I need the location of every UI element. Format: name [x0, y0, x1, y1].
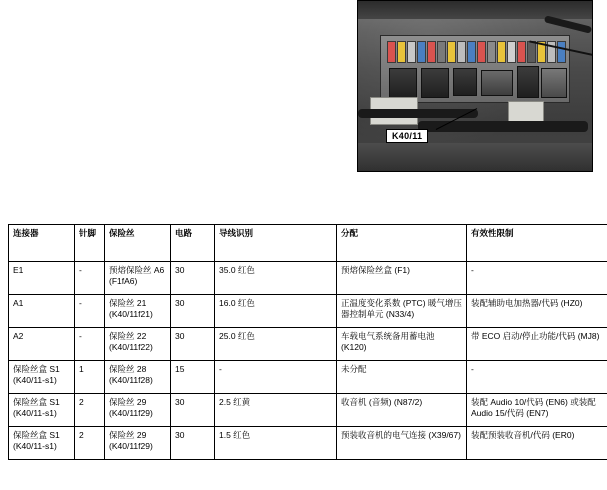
- cell-wire: -: [215, 361, 337, 394]
- cell-assignment: 预装收音机的电气连接 (X39/67): [337, 427, 467, 460]
- cell-connector: E1: [9, 262, 75, 295]
- cell-pin: 2: [75, 394, 105, 427]
- cell-fuse: 保险丝 29 (K40/11f29): [105, 394, 171, 427]
- cell-validity: 装配辅助电加热器/代码 (HZ0): [467, 295, 607, 328]
- cell-connector: 保险丝盒 S1 (K40/11-s1): [9, 394, 75, 427]
- fuse-slot: [387, 41, 396, 63]
- fuse-slot: [427, 41, 436, 63]
- cell-pin: -: [75, 262, 105, 295]
- cell-connector: 保险丝盒 S1 (K40/11-s1): [9, 427, 75, 460]
- fuse-slot: [437, 41, 446, 63]
- column-header-assignment: 分配: [337, 225, 467, 262]
- wiring-harness: [418, 121, 588, 132]
- photo-top-shadow: [358, 1, 592, 19]
- cell-pin: -: [75, 295, 105, 328]
- column-header-pin: 针脚: [75, 225, 105, 262]
- relay: [541, 68, 567, 98]
- photo-background: [358, 1, 592, 171]
- cell-circuit: 30: [171, 427, 215, 460]
- relay: [389, 68, 417, 98]
- table-row: [9, 361, 607, 394]
- table-row: [9, 394, 607, 427]
- cell-fuse: 保险丝 22 (K40/11f22): [105, 328, 171, 361]
- connector-housing: [508, 101, 544, 123]
- column-header-fuse: 保险丝: [105, 225, 171, 262]
- photo-bottom-shadow: [358, 143, 592, 171]
- fuse-slot: [417, 41, 426, 63]
- cell-validity: 装配 Audio 10/代码 (EN6) 或装配 Audio 15/代码 (EN7): [467, 394, 607, 427]
- cell-assignment: 未分配: [337, 361, 467, 394]
- cell-circuit: 30: [171, 295, 215, 328]
- cell-wire: 1.5 红色: [215, 427, 337, 460]
- cell-validity: -: [467, 262, 607, 295]
- cell-assignment: 车载电气系统备用蓄电池 (K120): [337, 328, 467, 361]
- fuse-slot: [507, 41, 516, 63]
- table-row: [9, 328, 607, 361]
- cell-circuit: 30: [171, 262, 215, 295]
- cell-wire: 16.0 红色: [215, 295, 337, 328]
- cell-fuse: 保险丝 28 (K40/11f28): [105, 361, 171, 394]
- fuse-slot: [407, 41, 416, 63]
- cell-circuit: 15: [171, 361, 215, 394]
- fuse-slot: [477, 41, 486, 63]
- relay: [453, 68, 477, 96]
- cell-validity: -: [467, 361, 607, 394]
- cell-wire: 25.0 红色: [215, 328, 337, 361]
- relay: [481, 70, 513, 96]
- cell-circuit: 30: [171, 328, 215, 361]
- cell-connector: A1: [9, 295, 75, 328]
- column-header-validity: 有效性限制: [467, 225, 607, 262]
- cell-validity: 装配预装收音机/代码 (ER0): [467, 427, 607, 460]
- cell-validity: 带 ECO 启动/停止功能/代码 (MJ8): [467, 328, 607, 361]
- cell-circuit: 30: [171, 394, 215, 427]
- cell-assignment: 正温度变化系数 (PTC) 暖气增压器控制单元 (N33/4): [337, 295, 467, 328]
- relay: [421, 68, 449, 98]
- fuse-slot: [487, 41, 496, 63]
- table-header-row: [9, 225, 607, 262]
- cell-pin: -: [75, 328, 105, 361]
- cell-assignment: 预熔保险丝盒 (F1): [337, 262, 467, 295]
- column-header-circuit: 电路: [171, 225, 215, 262]
- cell-pin: 1: [75, 361, 105, 394]
- fuse-slot: [557, 41, 566, 63]
- fuse-slot: [457, 41, 466, 63]
- cell-connector: A2: [9, 328, 75, 361]
- cell-wire: 35.0 红色: [215, 262, 337, 295]
- column-header-connector: 连接器: [9, 225, 75, 262]
- relay: [517, 66, 539, 98]
- table-row: [9, 262, 607, 295]
- fuse-assignment-table: [8, 224, 607, 460]
- fuse-slot: [447, 41, 456, 63]
- fuse-slot: [497, 41, 506, 63]
- column-header-wire: 导线识别: [215, 225, 337, 262]
- fuse-slot: [517, 41, 526, 63]
- cell-connector: 保险丝盒 S1 (K40/11-s1): [9, 361, 75, 394]
- figure-callout-label: K40/11: [386, 129, 428, 143]
- fuse-slot: [397, 41, 406, 63]
- cell-fuse: 保险丝 21 (K40/11f21): [105, 295, 171, 328]
- fuse-slot: [527, 41, 536, 63]
- cell-fuse: 保险丝 29 (K40/11f29): [105, 427, 171, 460]
- cell-wire: 2.5 红黄: [215, 394, 337, 427]
- table-row: [9, 427, 607, 460]
- cell-assignment: 收音机 (音频) (N87/2): [337, 394, 467, 427]
- fuse-box-photo: [357, 0, 593, 172]
- fuse-slot: [467, 41, 476, 63]
- cell-pin: 2: [75, 427, 105, 460]
- table-row: [9, 295, 607, 328]
- cell-fuse: 预熔保险丝 A6 (F1fA6): [105, 262, 171, 295]
